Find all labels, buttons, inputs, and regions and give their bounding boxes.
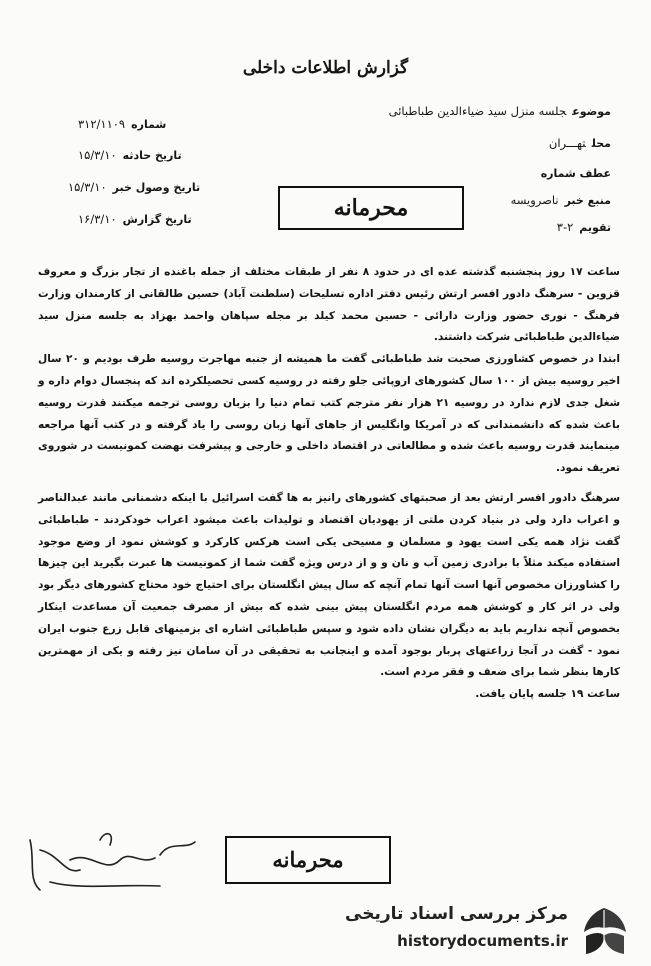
- attachment-field: [535, 166, 611, 180]
- body-paragraph-2: ابتدا در خصوص کشاورزی صحبت شد طباطبائی گفت ما همیشه از جنبه مهاجرت روسیه طرف بودیم و ۲۰ سال اخیر روسیه بیش از ۱۰۰ سال کشورهای اروپائی جلو رفته در روسیه کسی تحصیلکرده اند که پنجسال دوام داره و شغل جدی لازم ندارد در روسیه ۲۱ هزار نفر مترجم کتب تمام دنیا را بزبان روسی ترجمه میکنند قدرت روسیه باعث شده که دانشمندانی که در آمریکا وانگلیس از جاهای آنها زبان روسی را یاد گرفته و در کتب آنها مراجعه مینمایند قدرت روسیه باعث شده و مطالعاتی در اقتصاد داخلی و خارجی و پیشرفت نهضت کمونیست در شوروی تعریف نمود.: [38, 353, 620, 475]
- place-field: [549, 136, 611, 150]
- subject-value: جلسه منزل سید ضیاءالدین طباطبائی: [388, 104, 567, 118]
- number-value: ۳۱۲/۱۱۰۹: [78, 117, 126, 131]
- report-body: [38, 262, 620, 706]
- rating-field: [557, 220, 611, 234]
- receipt-date-value: ۱۵/۳/۱۰: [68, 180, 107, 194]
- footer-site: historydocuments.ir: [397, 932, 568, 950]
- body-paragraph-3: سرهنگ دادور افسر ارتش بعد از صحبتهای کشورهای رانیز به ها گفت اسرائیل با اینکه دشمنانی مانند عبدالناصر و اعراب دارد ولی در بنیاد کردن ملتی از یهودیان اقتصاد و تولیدات باعث میشود اعراب خودکردند - طباطبائی گفت نژاد همه یکی است یهود و مسلمان و مسیحی یکی است هرکس کارکرد و کوشش نمود از وضع موجود استفاده میکند مثلاً با برادری زمین آب و نان و و از درس ویژه گفت شما از کمونیست ها عبرت بگیرید این چیزها را کشاورزان مخصوص آنها است آنها تمام آنچه که سال پیش انگلستان برای احتیاج خود محتاج کشورهای دیگر بود ولی در اثر کار و کوشش همه مردم انگلستان پیش بینی شده که بیش از مصرف جمعیت آن مساعدت اینکار بخصوص آنچه نداریم باید به دیگران نشان داده شود و سپس طباطبائی اشاره ای بزمینهای قابل زرع جنوب ایران نمود - گفت در آنجا زراعتهای پربار بوجود آمده و اینجانب به تحقیقی در آن سامان نیز رفته و یکی از مهمترین کارها بنظر شما برای ضعف و فقر مردم است.: [38, 491, 620, 679]
- report-date-label: تاریخ گزارش: [122, 213, 192, 226]
- subject-field: [389, 104, 611, 118]
- book-pages-icon: [576, 902, 632, 958]
- rating-value: ۲-۳: [556, 220, 574, 234]
- body-paragraph-4: ساعت ۱۹ جلسه پایان یافت.: [475, 688, 620, 701]
- report-date-value: ۱۶/۳/۱۰: [78, 212, 117, 226]
- incident-date-value: ۱۵/۳/۱۰: [78, 148, 117, 162]
- report-date-field: [78, 212, 192, 226]
- footer-brand: مرکز بررسی اسناد تاریخی: [345, 904, 568, 924]
- confidential-stamp-top: محرمانه: [278, 186, 464, 230]
- incident-date-label: تاریخ حادثه: [122, 149, 182, 162]
- attachment-label: عطف شماره: [540, 167, 611, 180]
- incident-date-field: [78, 148, 182, 162]
- body-paragraph-1: ساعت ۱۷ روز پنجشنبه گذشته عده ای در حدود ۸ نفر از طبقات مختلف از جمله باغنده از تجار بزرگ و معروف قزوین - سرهنگ دادور افسر ارتش رئیس دفتر اداره تسلیحات (سلطنت آباد) حسین طالقانی از کارمندان وزارت فرهنگ - نوری حضور وزارت دارائی - حسین محمد کیلد بر مجله سپاهان واحمد بهزاد به جلسه منزل سید ضیاءالدین طباطبائی شرکت داشتند.: [38, 266, 620, 344]
- footer-watermark: [338, 898, 638, 960]
- place-label: محل: [591, 137, 611, 150]
- rating-label: تقویم: [579, 221, 611, 234]
- number-field: [78, 117, 166, 131]
- receipt-date-field: [68, 180, 200, 194]
- subject-label: موضوع: [572, 105, 611, 118]
- source-field: [511, 193, 611, 207]
- document-title: گزارش اطلاعات داخلی: [242, 58, 409, 78]
- receipt-date-label: تاریخ وصول خبر: [112, 181, 201, 194]
- place-value: تهـــران: [548, 136, 586, 150]
- number-label: شماره: [131, 118, 167, 131]
- handwritten-signature: [10, 820, 210, 910]
- source-value: ناصرویسه: [510, 193, 559, 207]
- source-label: منبع خبر: [564, 194, 611, 207]
- confidential-stamp-bottom: محرمانه: [225, 836, 391, 884]
